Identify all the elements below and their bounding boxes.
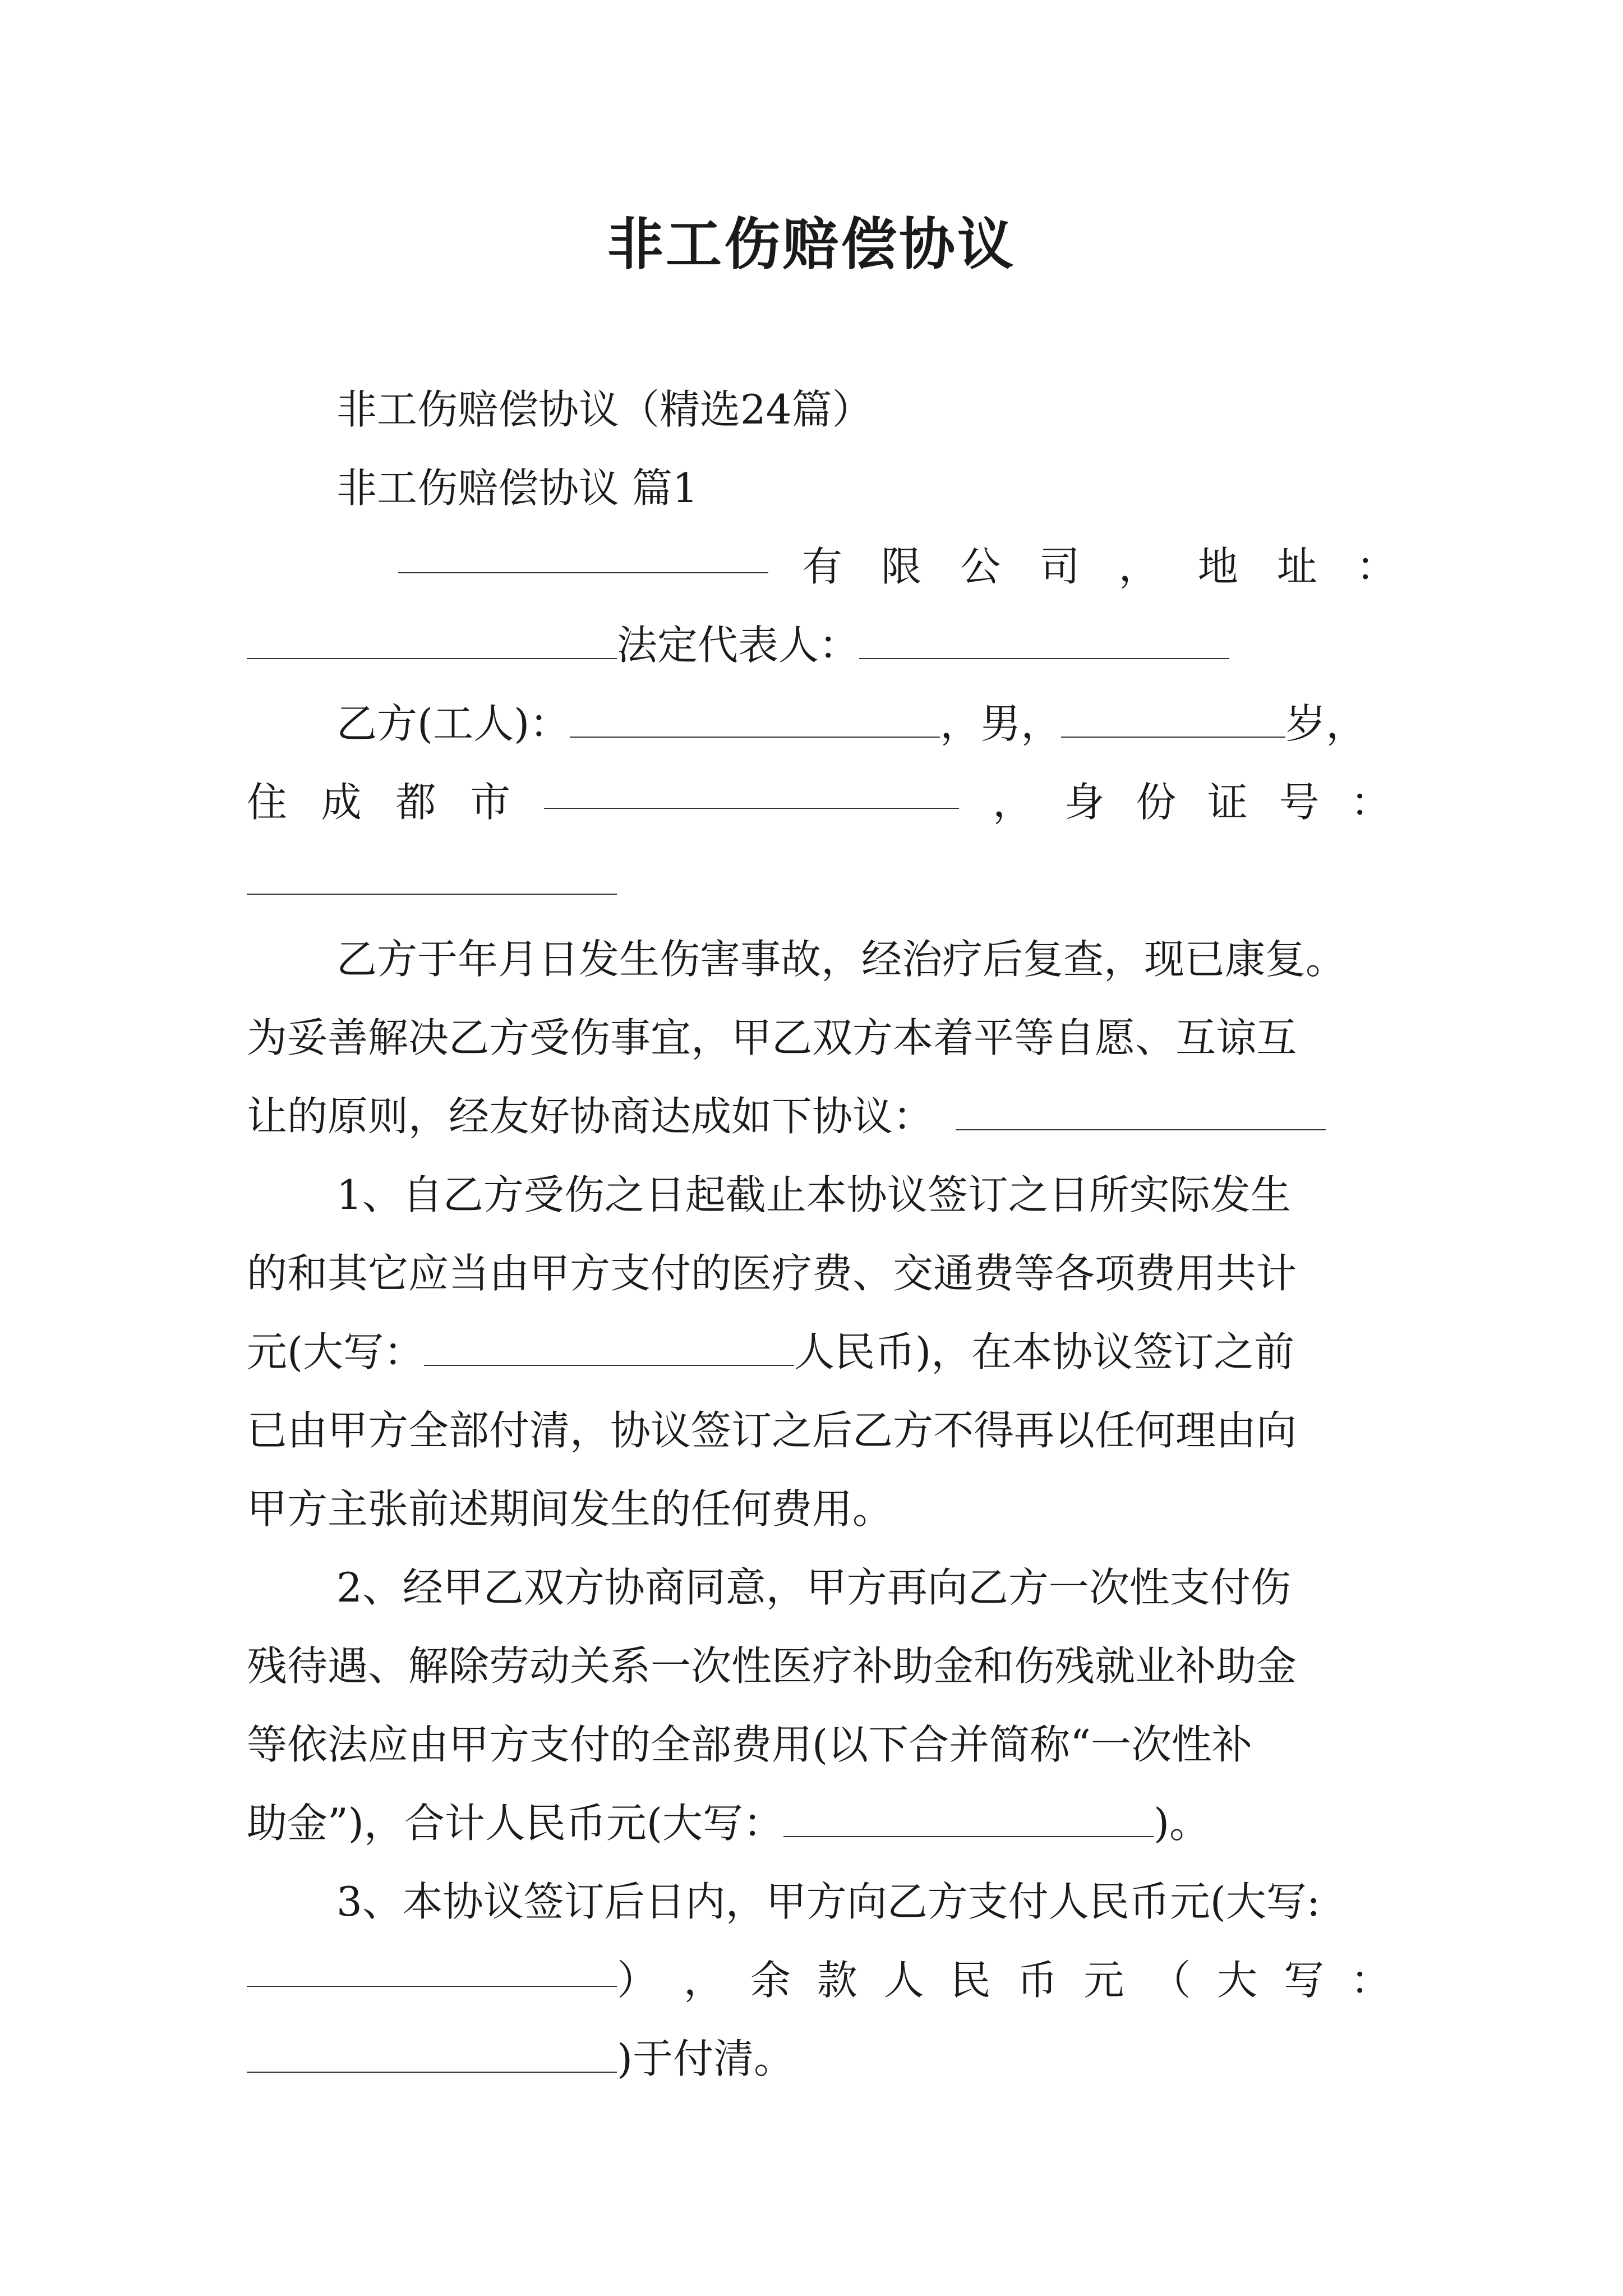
residence-line [247,774,1391,830]
company-line [398,539,1396,595]
para2-line3: 元(大写： 人民币)，在本协议签订之前 [247,1328,1295,1375]
para2-line4: 已由甲方全部付清，协议签订之后乙方不得再以任何理由向 [247,1407,1297,1454]
section-title: 非工伤赔偿协议 篇1 [336,464,698,512]
party-b-label: 乙方(工人)： [336,700,570,747]
company-name-blank[interactable] [398,539,768,573]
para4-balance-label: ） ， 余 款 人 民 币 元 （ 大 写 ： [617,1957,1391,2004]
para3-line2: 残待遇、解除劳动关系一次性医疗补助金和伤残就业补助金 [247,1642,1297,1690]
id-number-blank[interactable] [247,860,617,895]
subtitle: 非工伤赔偿协议（精选24篇） [336,386,873,433]
id-number-label: ， 身 份 证 号 ： [993,779,1391,826]
address-blank[interactable] [247,624,617,659]
para3-line1: 2、经甲乙双方协商同意，甲方再向乙方一次性支付伤 [336,1564,1291,1611]
legal-rep-blank[interactable] [859,624,1229,659]
residence-blank[interactable] [544,774,959,809]
party-b-age-label: 岁， [1285,700,1367,747]
para3-amount-blank[interactable] [783,1802,1154,1837]
party-b-gender: ，男， [940,700,1062,747]
id-number-line [247,853,1391,909]
legal-rep-label: 法定代表人： [617,622,860,669]
para3-line4: 助金”)，合计人民币元(大写： )。 [247,1800,1210,1847]
para2-line2: 的和其它应当由甲方支付的医疗费、交通费等各项费用共计 [247,1250,1297,1297]
para4-first-amount-blank[interactable] [247,1952,617,1987]
residence-label: 住 成 都 市 [247,779,510,826]
para3-line3: 等依法应由甲方支付的全部费用(以下合并简称“一次性补 [247,1721,1252,1768]
party-b-line [336,696,1481,752]
para1-blank[interactable] [956,1096,1326,1130]
company-address-label: 有 限 公 司 ， 地 址 ： [802,543,1396,590]
party-b-name-blank[interactable] [570,703,940,738]
para4-line3: )于付清。 [247,2031,1391,2087]
para4-line1: 3、本协议签订后日内，甲方向乙方支付人民币元(大写: [336,1878,1321,1925]
party-b-age-blank[interactable] [1061,703,1285,738]
para2-amount-blank[interactable] [424,1331,794,1366]
para4-line2 [247,1952,1391,2008]
legal-rep-line [247,617,1391,673]
para1-line1: 乙方于年月日发生伤害事故，经治疗后复查，现已康复。 [336,936,1347,983]
para1-line3: 让的原则，经友好协商达成如下协议： [247,1088,1391,1144]
para1-line2: 为妥善解决乙方受伤事宜，甲乙双方本着平等自愿、互谅互 [247,1014,1297,1061]
para4-balance-blank[interactable] [247,2038,617,2073]
document-title: 非工伤赔偿协议 [607,211,1016,277]
para2-line5: 甲方主张前述期间发生的任何费用。 [247,1485,893,1533]
para2-line1: 1、自乙方受伤之日起截止本协议签订之日所实际发生 [336,1171,1291,1218]
